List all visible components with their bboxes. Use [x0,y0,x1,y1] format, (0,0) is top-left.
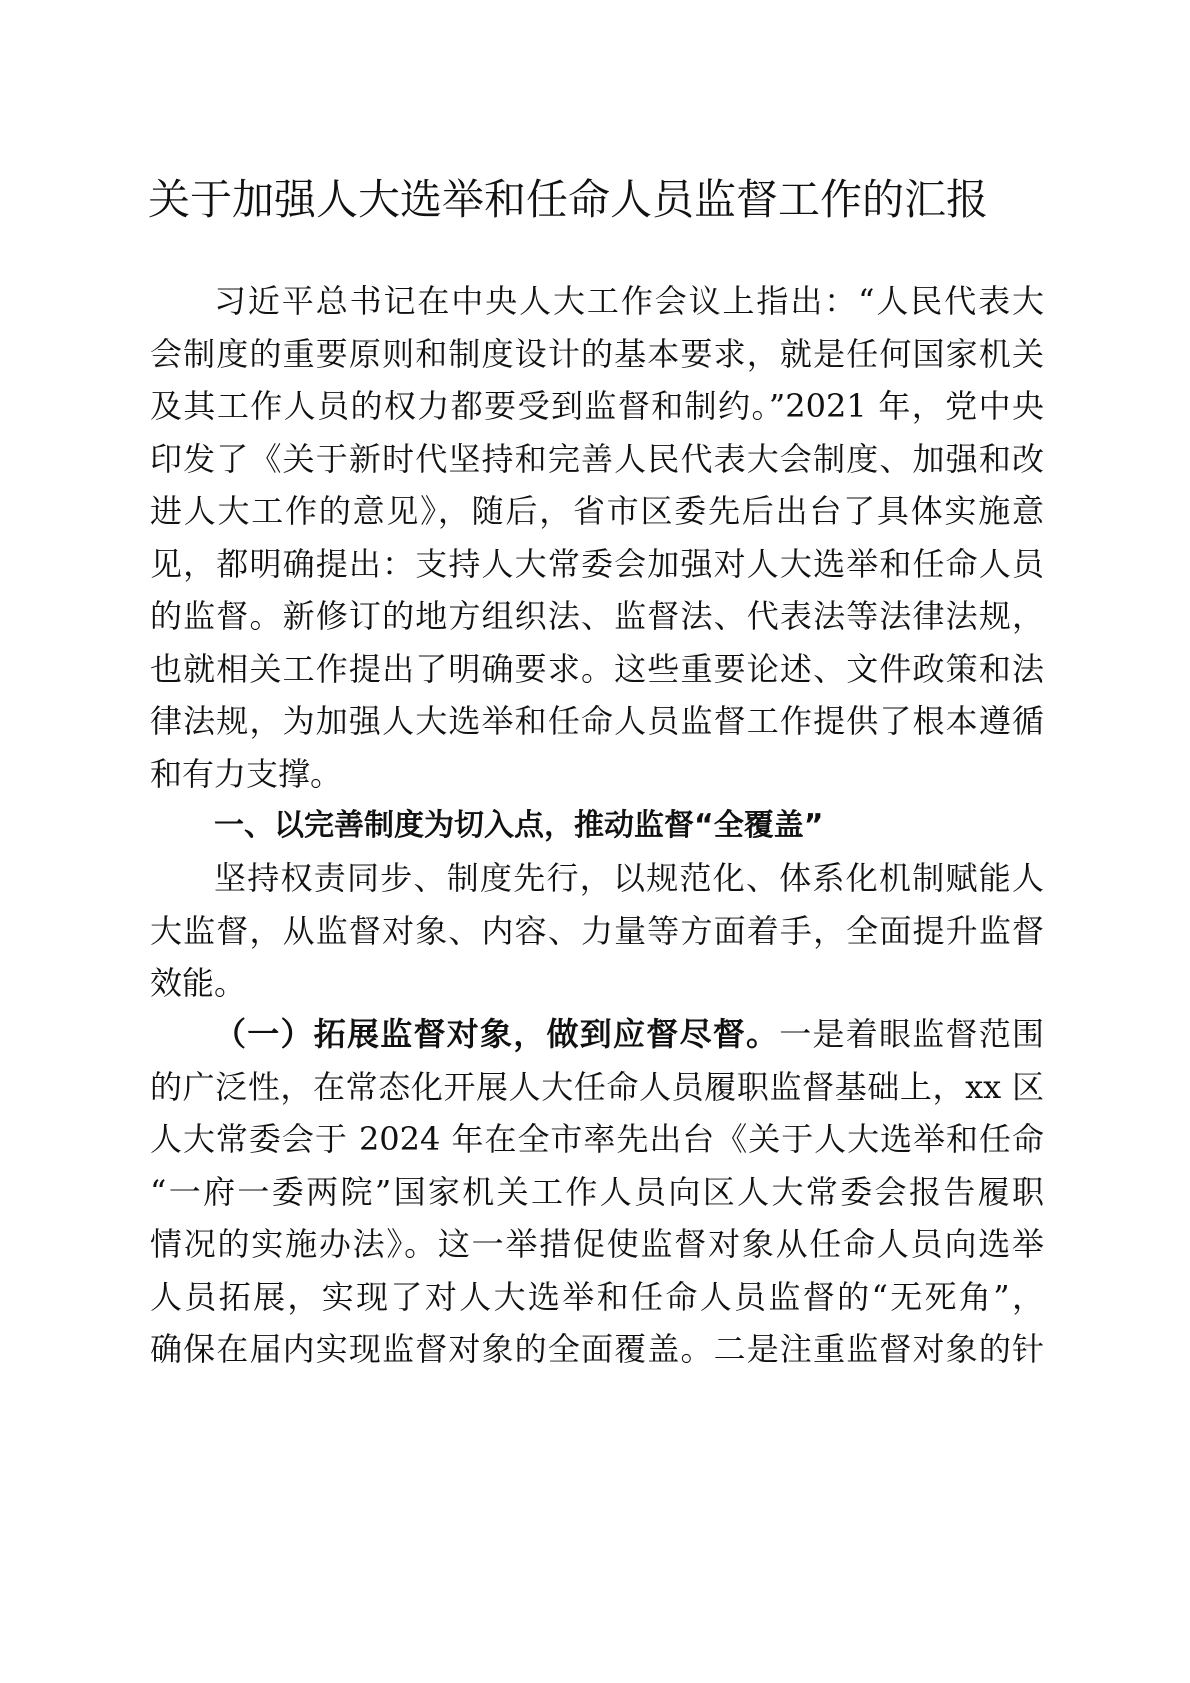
text-line-first [150,1008,1044,1061]
text-line: 见，都明确提出：支持人大常委会加强对人大选举和任命人员 [150,544,1044,583]
text-line: 的监督。新修订的地方组织法、监督法、代表法等法律法规， [150,597,1044,635]
section-heading-1 [150,800,1044,853]
text-line: 人大常委会于 2024 年在全市率先出台《关于人大选举和任命 [150,1120,1044,1158]
text-line: 习近平总书记在中央人大工作会议上指出：“人民代表大 [214,282,1044,320]
text-line: 确保在届内实现监督对象的全面覆盖。二是注重监督对象的针 [150,1330,1044,1368]
section-heading-text: 一、以完善制度为切入点，推动监督“全覆盖” [214,808,824,843]
text-run: 一是着眼监督范围 [779,1015,1044,1053]
text-line: “一府一委两院”国家机关工作人员向区人大常委会报告履职 [150,1172,1044,1211]
text-line: 人员拓展，实现了对人大选举和任命人员监督的“无死角”， [150,1277,1044,1316]
text-line: 律法规，为加强人大选举和任命人员监督工作提供了根本遵循 [150,702,1044,740]
paragraph-intro [150,275,1044,800]
text-line: 进人大工作的意见》，随后，省市区委先后出台了具体实施意 [150,492,1044,530]
text-line: 情况的实施办法》。这一举措促使监督对象从任命人员向选举 [150,1225,1044,1263]
text-line: 印发了《关于新时代坚持和完善人民代表大会制度、加强和改 [150,439,1044,478]
text-line: 及其工作人员的权力都要受到监督和制约。”2021 年，党中央 [150,387,1044,425]
text-line: 大监督，从监督对象、内容、力量等方面着手，全面提升监督 [150,911,1044,950]
text-line: 和有力支撑。 [150,754,343,793]
subsection-heading-text: （一）拓展监督对象，做到应督尽督。 [214,1015,780,1053]
paragraph-section1-intro [150,852,1044,1010]
text-line: 的广泛性，在常态化开展人大任命人员履职监督基础上，xx 区 [150,1067,1044,1106]
text-line: 也就相关工作提出了明确要求。这些重要论述、文件政策和法 [150,649,1044,688]
text-line: 效能。 [150,964,247,1002]
paragraph-subsection-1 [150,1008,1044,1376]
text-line: 坚持权责同步、制度先行，以规范化、体系化机制赋能人 [214,859,1044,897]
text-line: 会制度的重要原则和制度设计的基本要求，就是任何国家机关 [150,334,1044,373]
document-title: 关于加强人大选举和任命人员监督工作的汇报 [148,175,989,224]
